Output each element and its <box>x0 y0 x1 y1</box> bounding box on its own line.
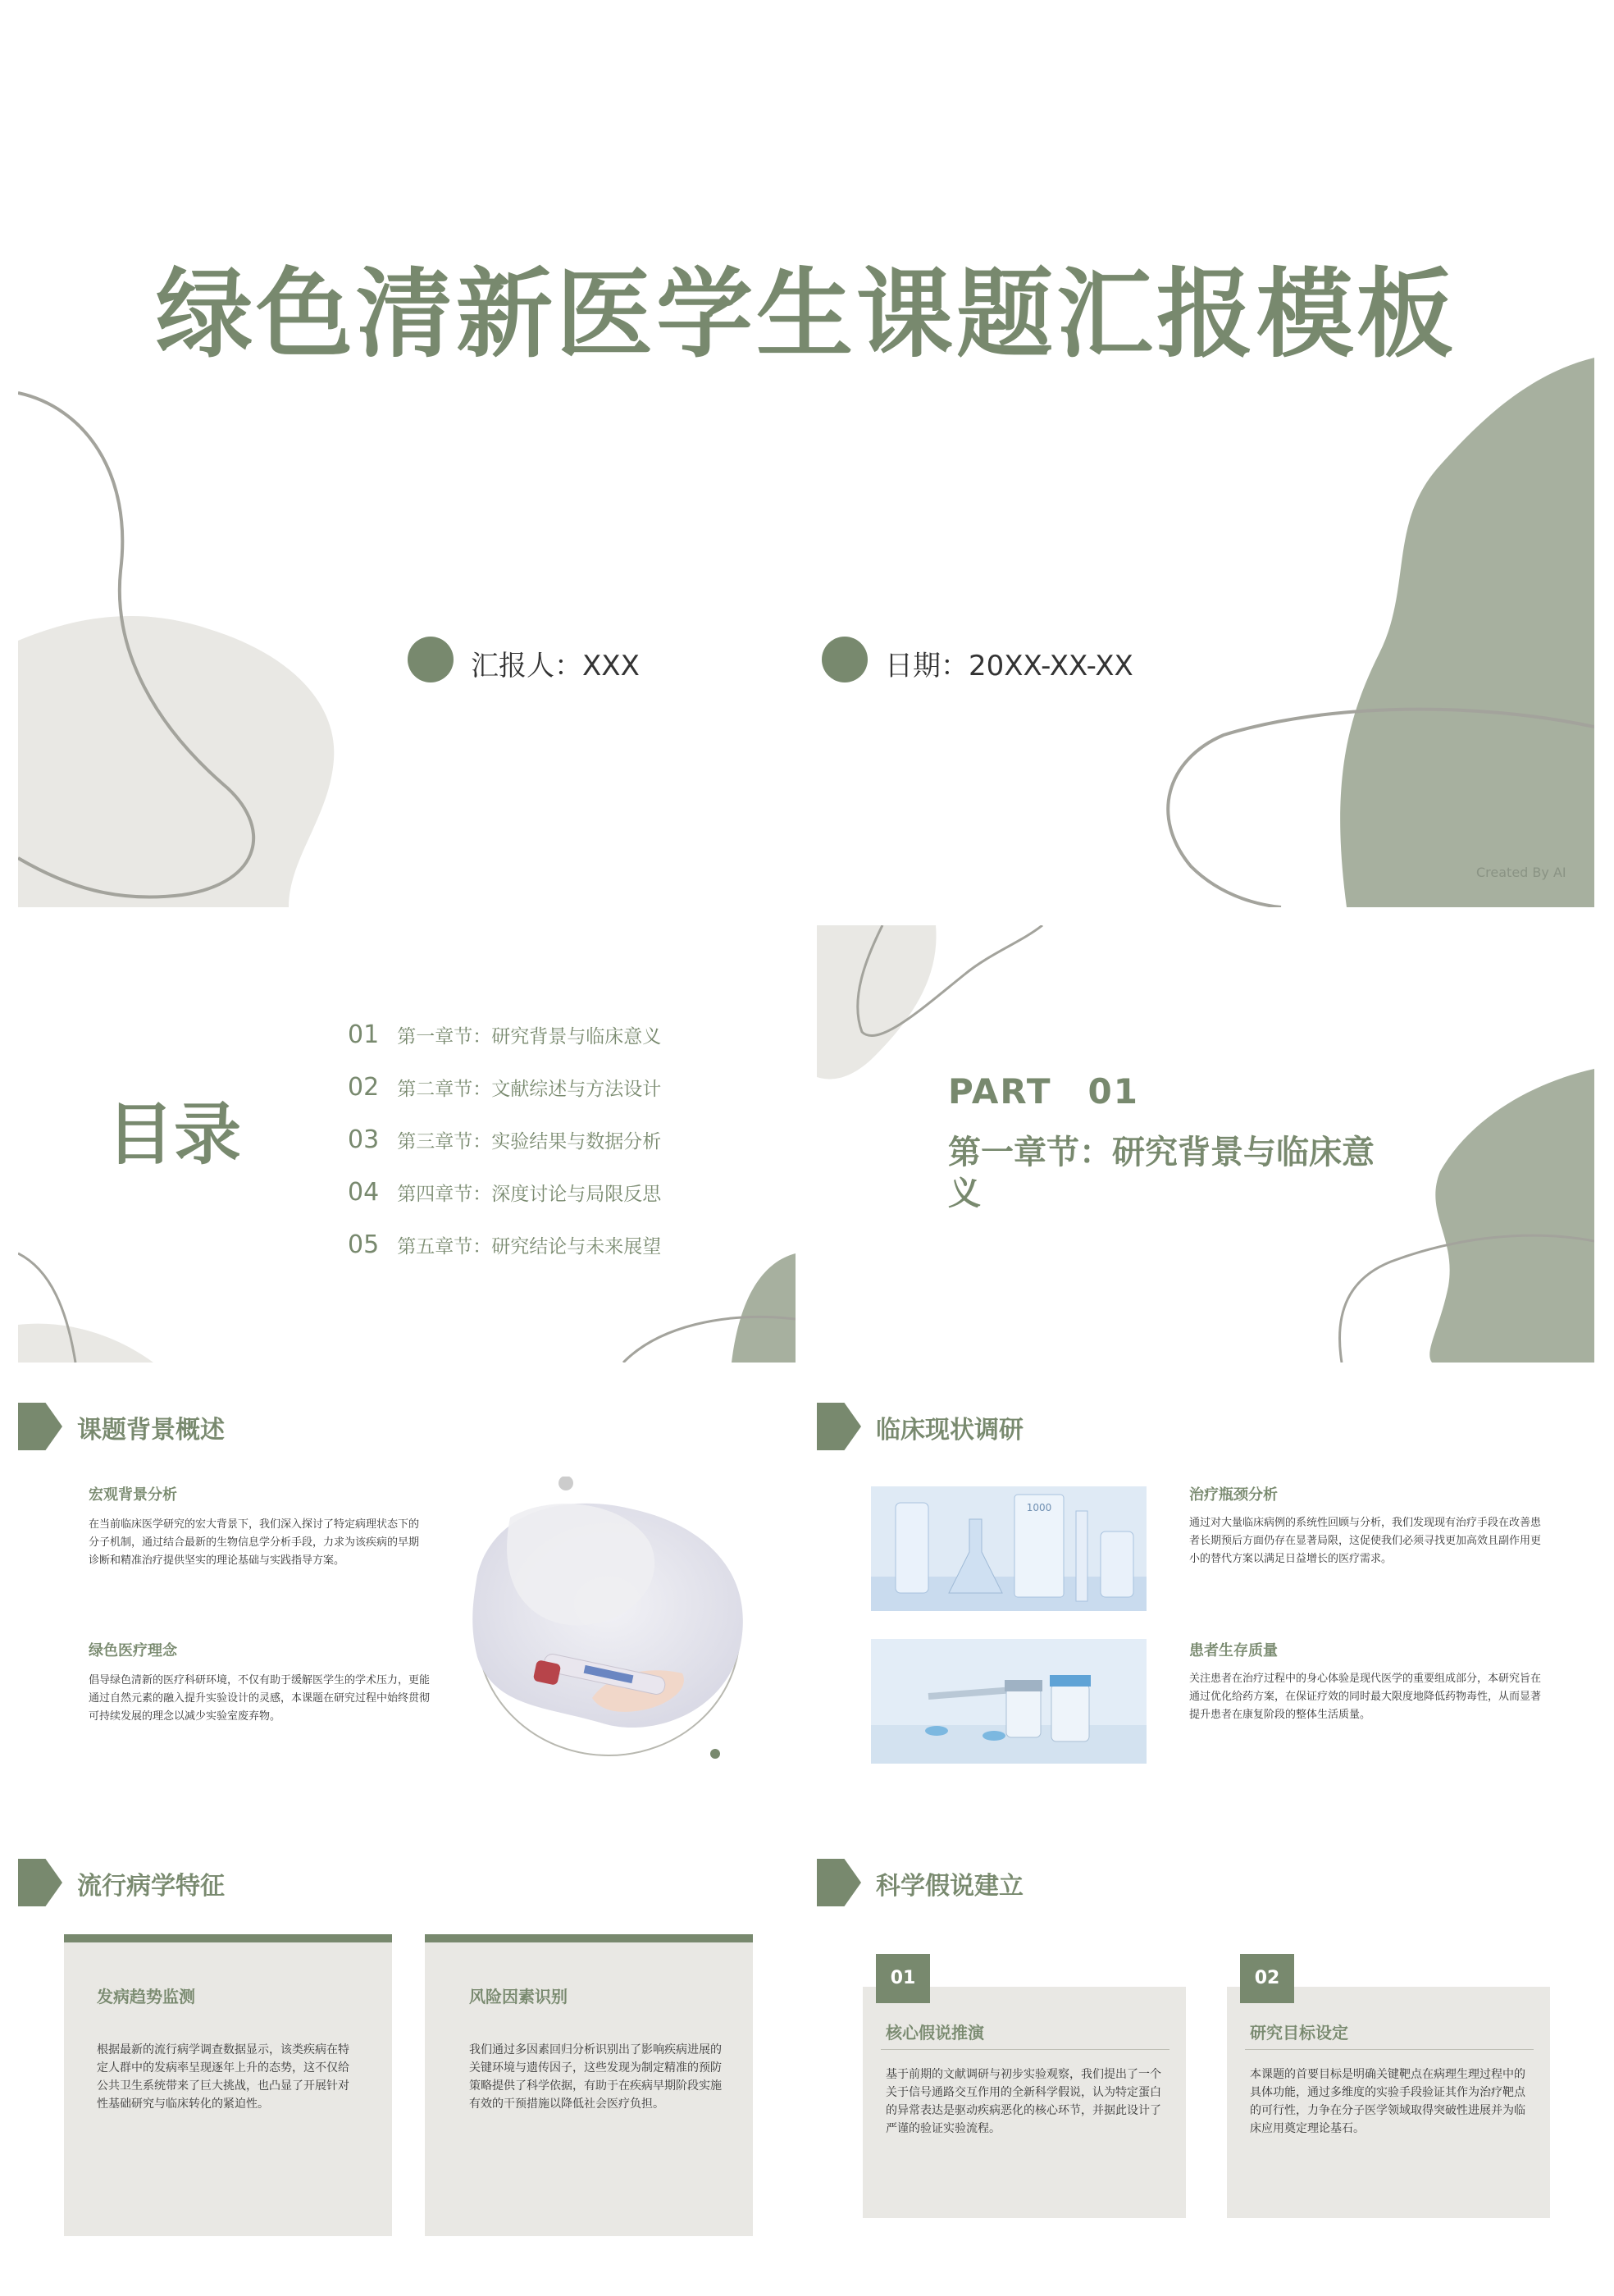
toc-item-label: 第四章节：深度讨论与局限反思 <box>397 1184 662 1205</box>
toc-title: 目录 <box>107 1096 242 1174</box>
date-text: 日期：20XX-XX-XX <box>885 650 1133 682</box>
toc-item-number: 03 <box>348 1125 380 1154</box>
section-heading: 科学假说建立 <box>876 1872 1024 1901</box>
toc-item-number: 04 <box>348 1178 380 1207</box>
toc-item-2[interactable] <box>348 1073 661 1102</box>
card-accent-bar <box>425 1934 753 1942</box>
part-slide <box>817 925 1594 1363</box>
part-label: PART 01 <box>948 1071 1139 1111</box>
block-title: 治疗瓶颈分析 <box>1189 1486 1278 1504</box>
hypothesis-slide <box>817 1834 1594 2271</box>
date-dot <box>822 637 868 682</box>
hypothesis-card <box>863 1987 1186 2218</box>
toc-item-number: 02 <box>348 1073 380 1102</box>
part-title: 第一章节：研究背景与临床意义 <box>948 1134 1375 1212</box>
section-heading: 临床现状调研 <box>876 1416 1024 1445</box>
toc-item-1[interactable] <box>348 1020 661 1049</box>
section-tag-icon <box>18 1859 62 1906</box>
cover-slide <box>18 79 1594 907</box>
section-heading: 流行病学特征 <box>77 1872 225 1901</box>
toc-item-number: 05 <box>348 1230 380 1259</box>
section-tag-icon <box>817 1403 861 1450</box>
cover-decoration <box>18 79 1594 907</box>
section-tag-icon <box>18 1403 62 1450</box>
card-number-badge: 01 <box>876 1954 930 2003</box>
card-title: 核心假说推演 <box>886 2023 984 2043</box>
info-card <box>425 1934 753 2236</box>
vials-syringe-photo <box>871 1639 1147 1764</box>
block-title: 患者生存质量 <box>1189 1642 1278 1659</box>
card-text: 根据最新的流行病学调查数据显示，该类疾病在特定人群中的发病率呈现逐年上升的态势，这不仅给公共卫生系统带来了巨大挑战，也凸显了开展针对性基础研究与临床转化的紧迫性。 <box>97 2043 349 2111</box>
card-text: 本课题的首要目标是明确关键靶点在病理生理过程中的具体功能，通过多维度的实验手段验证其作为治疗靶点的可行性，力争在分子医学领域取得突破性进展并为临床应用奠定理论基石。 <box>1250 2068 1525 2135</box>
block-text: 关注患者在治疗过程中的身心体验是现代医学的重要组成部分，本研究旨在通过优化给药方案，在保证疗效的同时最大限度地降低药物毒性，从而显著提升患者在康复阶段的整体生活质量。 <box>1189 1673 1542 1721</box>
card-divider <box>1245 2049 1534 2050</box>
toc-slide <box>18 925 796 1363</box>
hypothesis-card <box>1227 1987 1550 2218</box>
card-number-badge: 02 <box>1240 1954 1294 2003</box>
block-text: 通过对大量临床病例的系统性回顾与分析，我们发现现有治疗手段在改善患者长期预后方面仍存在显著局限，这促使我们必须寻找更加高效且副作用更小的替代方案以满足日益增长的医疗需求。 <box>1189 1517 1542 1565</box>
block-title: 绿色医疗理念 <box>89 1642 177 1659</box>
toc-item-label: 第三章节：实验结果与数据分析 <box>397 1131 662 1153</box>
medical-photo <box>445 1477 773 1780</box>
section-heading: 课题背景概述 <box>77 1416 225 1445</box>
created-by-label: Created By AI <box>1476 865 1566 880</box>
epidemiology-slide <box>18 1834 796 2271</box>
block-text: 倡导绿色清新的医疗科研环境，不仅有助于缓解医学生的学术压力，更能通过自然元素的融入提升实验设计的灵感，本课题在研究过程中始终贯彻可持续发展的理念以减少实验室废弃物。 <box>89 1674 431 1723</box>
toc-item-number: 01 <box>348 1020 380 1049</box>
beaker-label: 1000 <box>1026 1502 1052 1513</box>
reporter-text: 汇报人：XXX <box>471 650 640 682</box>
block-title: 宏观背景分析 <box>89 1486 177 1504</box>
lab-glassware-photo <box>871 1486 1147 1611</box>
info-card <box>64 1934 392 2236</box>
card-accent-bar <box>64 1934 392 1942</box>
toc-item-label: 第一章节：研究背景与临床意义 <box>397 1026 662 1048</box>
section-tag-icon <box>817 1859 861 1906</box>
toc-item-label: 第五章节：研究结论与未来展望 <box>397 1236 662 1258</box>
toc-item-5[interactable] <box>348 1230 661 1259</box>
toc-item-4[interactable] <box>348 1178 661 1207</box>
card-title: 发病趋势监测 <box>97 1987 195 2006</box>
background-slide <box>18 1378 796 1815</box>
card-text: 基于前期的文献调研与初步实验观察，我们提出了一个关于信号通路交互作用的全新科学假说，认为特定蛋白的异常表达是驱动疾病恶化的核心环节，并据此设计了严谨的验证实验流程。 <box>886 2068 1161 2135</box>
card-title: 风险因素识别 <box>469 1987 568 2006</box>
block-text: 在当前临床医学研究的宏大背景下，我们深入探讨了特定病理状态下的分子机制，通过结合最新的生物信息学分析手段，力求为该疾病的早期诊断和精准治疗提供坚实的理论基础与实践指导方案。 <box>89 1518 420 1567</box>
card-title: 研究目标设定 <box>1250 2023 1348 2043</box>
reporter-dot <box>408 637 454 682</box>
clinical-slide <box>817 1378 1594 1815</box>
cover-title: 绿色清新医学生课题汇报模板 <box>155 258 1457 371</box>
toc-item-label: 第二章节：文献综述与方法设计 <box>397 1079 662 1100</box>
card-divider <box>881 2049 1169 2050</box>
toc-item-3[interactable] <box>348 1125 661 1154</box>
card-text: 我们通过多因素回归分析识别出了影响疾病进展的关键环境与遗传因子，这些发现为制定精准的预防策略提供了科学依据，有助于在疾病早期阶段实施有效的干预措施以降低社会医疗负担。 <box>469 2043 722 2111</box>
